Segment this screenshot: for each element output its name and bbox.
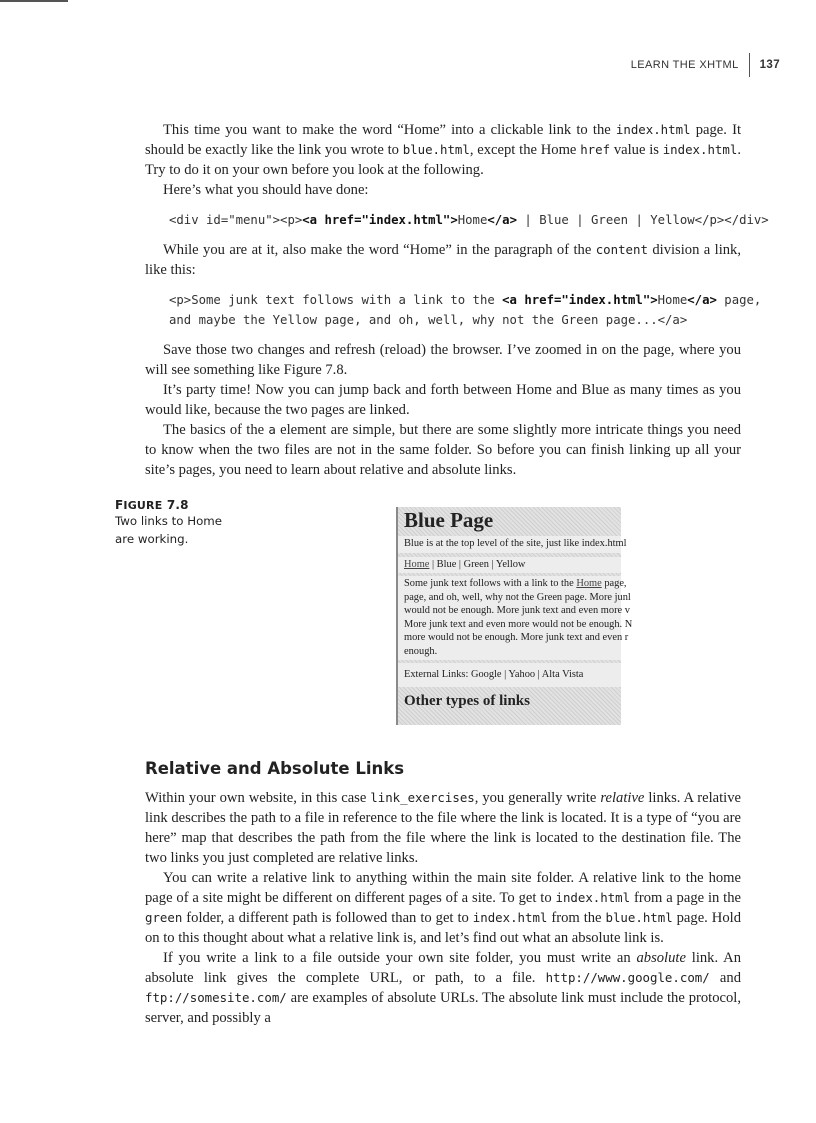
section-heading: Relative and Absolute Links <box>145 759 405 778</box>
screenshot-home-link[interactable]: Home <box>404 558 430 570</box>
screenshot-junk: Some junk text follows with a link to the Home page, page, and oh, well, why not the Green page. More junl would not be enough. More junk text and even more v More junk text and even more would not be enough. N more would not be enough. More junk text and even r enough. <box>398 576 621 660</box>
screenshot-external-links: External Links: Google | Yahoo | Alta Vista <box>398 663 621 687</box>
paragraph-2: Here’s what you should have done: <box>163 182 369 198</box>
paragraph-3: While you are at it, also make the word “Home” in the paragraph of the content division a link, like this: <box>145 242 741 278</box>
screenshot-intro: Blue is at the top level of the site, just like index.html <box>398 536 621 553</box>
code-menu: <div id="menu"><p><a href="index.html">Home</a> | Blue | Green | Yellow</p></div> <box>169 213 769 227</box>
top-rule <box>0 0 68 2</box>
paragraph-8: You can write a relative link to anything within the main site folder. A relative link to the home page of a site might be different on different pages of a site. To get to index.html from a page in the green folder, a different path is followed than to get to index.html from the blue.html page. Hold on to this thought about what a relative link is, and let’s find out what an absolute link is. <box>145 870 741 946</box>
body-top <box>145 120 769 480</box>
paragraph-9: If you write a link to a file outside your own site folder, you must write an absolute link. An absolute link gives the complete URL, or path, to a file. http://www.google.com/ and ftp://somesite.com/ are examples of absolute URLs. The absolute link must include the protocol, server, and possibly a <box>145 950 741 1026</box>
paragraph-7: Within your own website, in this case link_exercises, you generally write relative links. A relative link describes the path to a file in reference to the file where the link is located. It is a type of “you are here” map that describes the path from the file where the link is located to the destination file. The two links you just completed are relative links. <box>145 790 741 866</box>
running-head-divider <box>749 53 750 77</box>
figure-caption: Two links to Home are working. <box>115 514 223 546</box>
paragraph-4: Save those two changes and refresh (reload) the browser. I’ve zoomed in on the page, where you will see something like Figure 7.8. <box>145 342 741 378</box>
running-head <box>631 53 780 77</box>
code-junk: <p>Some junk text follows with a link to the <a href="index.html">Home</a> page, and maybe the Yellow page, and oh, well, why not the Green page...</a> <box>169 293 762 327</box>
screenshot-junk-home-link[interactable]: Home <box>576 578 602 589</box>
screenshot-menu: Home | Blue | Green | Yellow <box>398 557 621 574</box>
screenshot-heading: Blue Page <box>404 508 494 532</box>
body-bottom <box>145 788 741 1028</box>
screenshot-subheading: Other types of links <box>404 692 530 709</box>
figure-label <box>115 498 240 548</box>
page-number: 137 <box>759 59 780 71</box>
figure-screenshot <box>396 507 633 725</box>
paragraph-6: The basics of the a element are simple, but there are some slightly more intricate things you need to know when the two files are not in the same folder. So before you can finish linking up all your site’s pages, you need to learn about relative and absolute links. <box>145 422 741 478</box>
running-head-title: LEARN THE XHTML <box>630 59 739 71</box>
figure-title: FIGURE 7.8 <box>115 498 189 512</box>
paragraph-5: It’s party time! Now you can jump back and forth between Home and Blue as many times as you would like, because the two pages are linked. <box>145 382 741 418</box>
paragraph-1: This time you want to make the word “Home” into a clickable link to the index.html page. It should be exactly like the link you wrote to blue.html, except the Home href value is index.html. Try to do it on your own before you look at the following. <box>145 122 741 178</box>
